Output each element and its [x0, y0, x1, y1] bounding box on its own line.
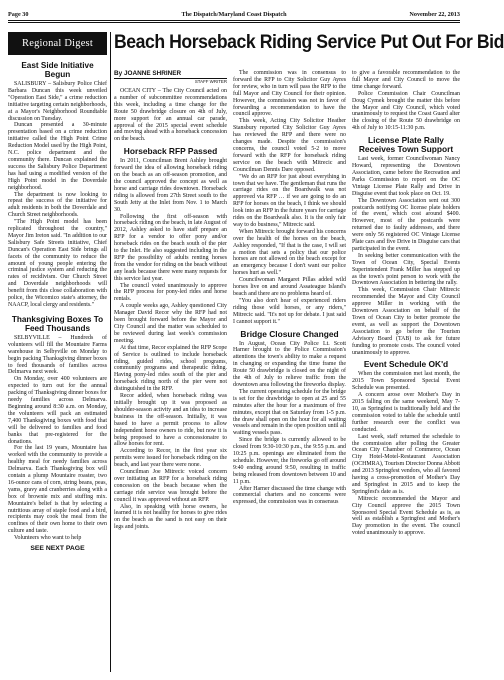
story-paragraph: "The High Point model has been replicated throughout the country," Mayor Jim Ireton said. "In addition to our Salisbury Safe Streets initiative, Chief Duncan's Operation East Side brings all facets of the community to reduce the amount of young people entering the criminal justice system and reducing the rates of recidivism. Our Church Street and Doverdale neighborhoods will benefit from this close collaboration with police, the Wicomico state's attorney, the NAACP, local clergy and residents." [8, 219, 107, 308]
article-column-1 [114, 70, 227, 674]
publication-name: The Dispatch/Maryland Coast Dispatch [181, 11, 287, 18]
byline: By JOANNE SHRINER [114, 70, 227, 79]
article-paragraph: A concern arose over Mother's Day in 2015 falling on the same weekend, May 7-10, as Springfest is traditionally held and the commission voted to table the schedule until further research over the conflict was conducted. [352, 392, 460, 433]
story-paragraph: Volunteers who want to help [14, 535, 82, 542]
story-paragraph: The department is now looking to repeat the success of the initiative for adult residents in both the Doverdale and Church Street neighborhoods. [8, 191, 107, 219]
article-headline: Beach Horseback Riding Service Put Out For Bid [114, 31, 504, 53]
article-paragraph: In 2011, Councilman Brent Ashley brought forward the idea of allowing horseback riding on the beach as an off-season promotion, and the council approved the concept as well as horse and carriage rides downtown. Horseback riding is allowed from 27th Street south to the South Jetty at the Inlet from Nov. 1 to March 30. [114, 158, 227, 213]
article-paragraph: According to Recor, in the first year six permits were issued for horseback riding on the beach, and last year there were none. [114, 448, 227, 469]
article-column-2 [233, 70, 346, 674]
article-paragraph: The commission was in consensus to forward the RFP to City Solicitor Guy Ayres for review, who in turn will pass the RFP to the full Mayor and City Council for their opinion. However, the commission was not in favor of forwarding a recommendation to have the council approve. [233, 70, 346, 118]
article-paragraph: OCEAN CITY – The City Council acted on a number of subcommittee recommendations this week, including a time change for the Route 50 drawbridge closure on 4th of July, more support for an annual car parade, approval of the 2015 special event schedule and moving ahead with a horseback concession on the beach. [114, 88, 227, 143]
article-paragraph: Following the first off-season with horseback riding on the beach, in late August of 2012, Ashley asked to have staff prepare an RFP for a vendor to offer pony and/or horseback rides on the beach south of the pier to the Inlet. He also suggested including in the RFP the possibility of adults renting horses from the vendor for riding on the beach without any leads because there were many requests for this service last year. [114, 213, 227, 282]
section-subhead: Bridge Closure Changed [240, 328, 339, 339]
article-paragraph: The current operating schedule for the bridge is set for the drawbridge to open at 25 and 55 minutes after the hour for a maximum of five minutes, except that on Saturday from 1-5 p.m. the draw shall open on the hour for all waiting vessels and remain in the open position until all waiting vessels pass. [233, 388, 346, 437]
section-subhead: Horseback RFP Passed [123, 146, 218, 157]
regional-digest-sidebar [8, 32, 107, 672]
issue-date: November 22, 2013 [409, 11, 460, 18]
story-paragraph: SALISBURY – Salisbury Police Chief Barbara Duncan this week unveiled "Operation East Side," a crime reduction initiative targeting certain neighborhoods, at a Mayor's Neighborhood Roundtable discussion on Tuesday. [8, 81, 107, 122]
article-paragraph: Also, in speaking with horse owners, he learned it is not healthy for horses to give rides on the beach as the sand is not easy on their legs and joints. [114, 503, 227, 531]
article-paragraph: In seeking better communication with the Town of Ocean City, Special Events Superintendent Frank Miller has stepped up as the town's point person to work with the Downtown Association in bettering the rally. [352, 252, 460, 287]
article-paragraph: Last week, former Councilwoman Nancy Howard, representing the Downtown Association, came before the Recreation and Parks Commission to report on the OC Vintage License Plate Rally and Drive in Disguise event that took place on Oct. 19. [352, 156, 460, 197]
article-paragraph: to give a favorable recommendation to the full Mayor and City Council to move the time change forward. [352, 70, 460, 90]
article-paragraph: Last week, staff returned the schedule to the commission after polling the Greater Ocean City Chamber of Commerce, Ocean City Hotel-Motel-Restaurant Association (OCHMRA), Tourism Director Donna Abbott and 2013 Springfest vendors, who all favored having a cross-promotion of Mother's Day and Springfest in 2015 and to keep the Springfest's date as is. [352, 433, 460, 495]
article-paragraph: The council voted unanimously to approve the RFP process for pony-led rides and horse rentals. [114, 282, 227, 303]
article-column-3 [352, 70, 460, 674]
article-paragraph: After Harner discussed the time change with commercial charters and no concerns were expressed, the commission was in consensus [233, 485, 346, 506]
article-paragraph: This week, Acting City Solicitor Heather Stansbury reported City Solicitor Guy Ayres has reviewed the RFP and there were no changes made. Despite the commission's concerns, the council voted 5-2 to move forward with the RFP for horseback riding service on the beach with Mitrecic and Councilman Dennis Dare opposed. [233, 118, 346, 173]
story-paragraph: SELBYVILLE – Hundreds of volunteers will fill the Mountaire Farms warehouse in Selbyville on Monday to begin packing Thanksgiving dinner boxes to feed thousands of families across Delmarva next week. [8, 334, 107, 376]
column-divider [110, 32, 111, 672]
article-paragraph: Since the bridge is currently allowed to be closed from 9:30-10:30 p.m., the 9:55 p.m. and 10:25 p.m. openings are eliminated from the schedule. However, the fireworks go off around 9:40 ending around 9:50, resulting in traffic being released from downtown between 10 and 11 p.m. [233, 437, 346, 485]
section-subhead: Event Schedule OK'd [363, 359, 449, 370]
masthead [8, 6, 460, 18]
article-paragraph: This week, Commission Chair Mitrecic recommended the Mayor and City Council approve Miller in working with the Downtown Association on behalf of the Town of Ocean City to better promote the event, as well as support the Downtown Association to go before the Tourism Advisory Board (TAB) to ask for future funding to promote costs. The council voted unanimously to approve. [352, 287, 460, 356]
story-body [8, 81, 107, 309]
article-paragraph: "We do an RFP for just about everything in town that we have. The gentleman that runs the carriage rides on the Boardwalk was not approved via RFP … if we are going to do an RFP for horses on the beach, I think we should look into an RFP in the future years for carriage rides on the Boardwalk also. It is the only fair way to do business," Mitrecic said. [233, 173, 346, 228]
article-paragraph: When the commission met last month, the 2015 Town Sponsored Special Event Schedule was presented. [352, 371, 460, 392]
story-headline: Thanksgiving Boxes To Feed Thousands [11, 314, 104, 333]
sidebar-header: Regional Digest [8, 32, 107, 55]
byline-title: STAFF WRITER [194, 79, 227, 84]
article-paragraph: At that time, Recor explained the RFP Scope of Service is outlined to include horseback riding, guided rides, school programs, community programs and therapeutic riding. Having pony-led rides south of the pier and horseback riding north of the pier were not distinguished in the RFP. [114, 344, 227, 393]
article-paragraph: A couple weeks ago, Ashley questioned City Manager David Recor why the RFP had not been brought forward before the Mayor and City Council and the matter was scheduled to be reviewed during last week's commission meeting. [114, 303, 227, 344]
article-paragraph: Councilwoman Margaret Pillas added wild horses live on and around Assateague Island's beach and there are no problems heard of. [233, 277, 346, 297]
article-paragraph: Mitrecic recommended the Mayor and City Council approve the 2015 Town Sponsored Special Event Schedule as is, as well as establish a Springfest and Mother's Day promotion in the event. The council voted unanimously to approve. [352, 495, 460, 537]
page-number: Page 30 [8, 11, 29, 18]
story-body [8, 335, 107, 542]
story-headline: East Side Initiative Begun [21, 61, 94, 79]
section-subhead: License Plate Rally Receives Town Support [358, 135, 454, 155]
article-paragraph: In August, Ocean City Police Lt. Scott Harner brought to the Police Commission's attentions the town's ability to make a request in changing or expanding the time frame the Route 50 drawbridge is closed on the night of the 4th of July to relieve traffic from the downtown area following the fireworks display. [233, 340, 346, 388]
continued-link[interactable]: SEE NEXT PAGE [30, 545, 85, 553]
article-paragraph: "You also don't hear of experienced riders riding those wild horses, or any riders," Mitrecic said. "It's not up for debate. I just said I cannot support it." [233, 297, 346, 325]
article-paragraph: Councilman Joe Mitrecic voiced concern over initiating an RFP for a horseback riding concession on the beach because when the carriage ride service was brought before the council it was approved without an RFP. [114, 469, 227, 503]
article-paragraph: Recor added, when horseback riding was initially brought up it was proposed as shoulder-season activity and an idea to increase business in the off-season. Initially, it was based to have a permit process to allow independent horse owners to ride, but now it is being proposed to have a concessionaire to allow horses for rent. [114, 393, 227, 448]
story-paragraph: For the last 19 years, Mountaire has worked with the community to provide a healthy meal for needy families across Delmarva. Each Thanksgiving box will contain a plump Mountaire roaster, two 16-ounce cans of corn, string beans, peas, yams, gravy and cranberries along with a box of brownie mix and stuffing mix. Mountaire's belief is that by selecting a nutritious array of staple food and a bird, recipients may cook the meal from the confines of their own home to their own culture and taste. [8, 445, 107, 535]
story-paragraph: Duncan presented a 30-minute presentation based on a crime reduction initiative called the High Point Crime Reduction Model used by the High Point, N.C. police department and the community there. Duncan explained the success the Salisbury Police Department has had using a modified version of the High Point model in the Doverdale neighborhood. [8, 122, 107, 191]
article-paragraph: The Downtown Association sent out 300 postcards notifying OC license plate holders of the event, which cost around $400. However, most of the postcards were returned due to faulty addresses, and there were only 56 registered OC Vintage License Plate cars and five Drive in Disguise cars that participated in the event. [352, 197, 460, 252]
article-paragraph: Police Commission Chair Councilman Doug Cymek brought the matter this before the Mayor and City Council, which voted unanimously to request the Coast Guard alter the closing of the Route 50 drawbridge on 4th of July to 10:15-11:30 p.m. [352, 90, 460, 132]
article-paragraph: When Mitrecic brought forward his concerns over the health of the horses on the beach, Ashley responded, "If that is the case, I will set a motion that sets a policy that our police horses are not allowed on the beach except for an emergency because I don't want our police horses hurt as well." [233, 228, 346, 277]
story-paragraph: On Monday, over 400 volunteers are expected to turn out for the annual packing of Thanksgiving dinner boxes for needy families across Delmarva. Beginning around 8:30 a.m. on Monday, the volunteers will pack an estimated 7,400 Thanksgiving boxes with food that will be delivered to families and food banks that pre-registered for the donations. [8, 376, 107, 445]
masthead-rule [8, 20, 460, 21]
